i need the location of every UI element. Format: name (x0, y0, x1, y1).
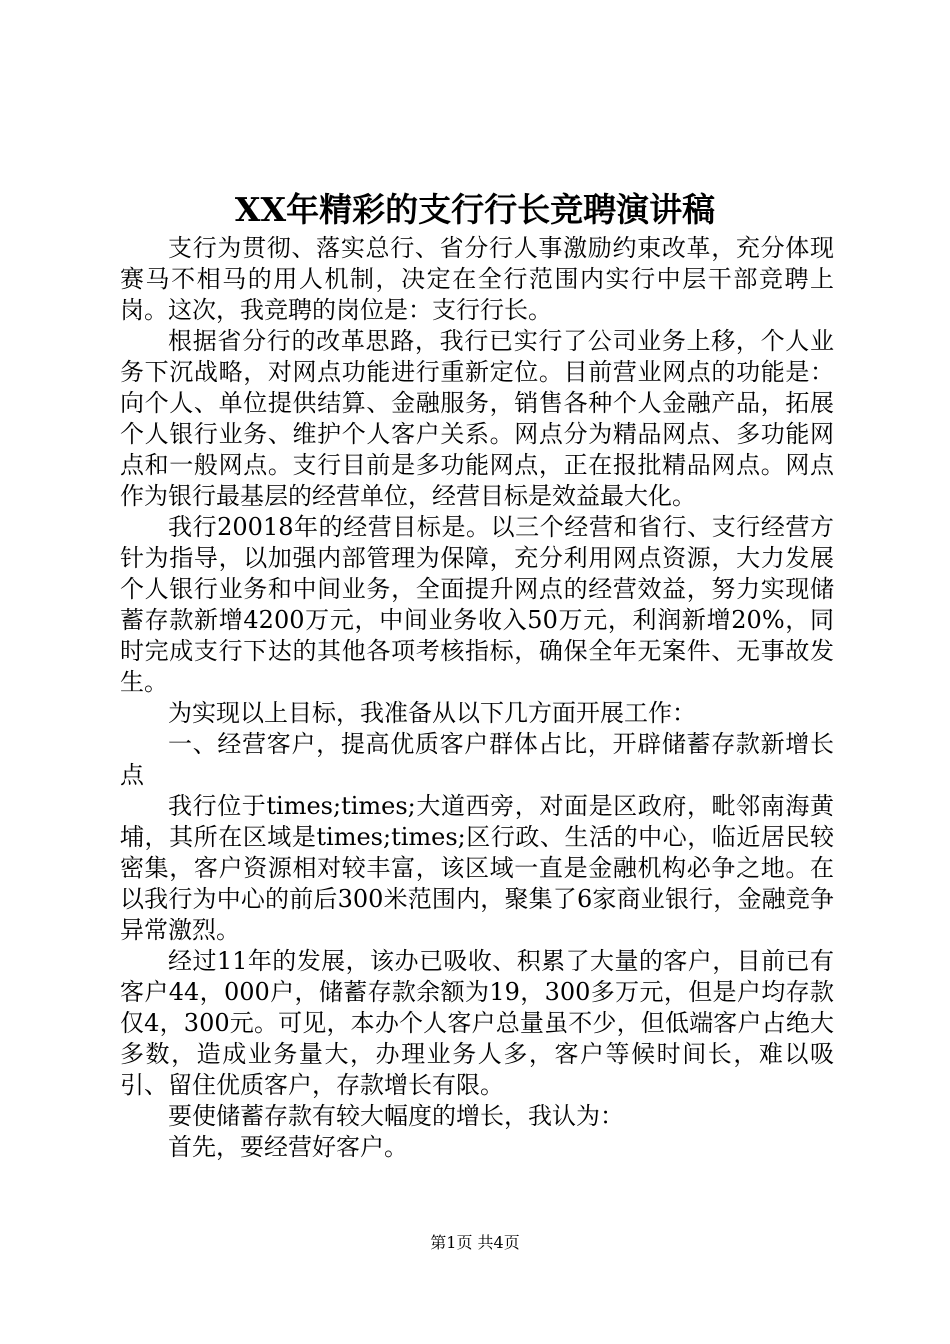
document-title: XX年精彩的支行行长竞聘演讲稿 (234, 190, 716, 229)
page-footer: 第1页 共4页 (430, 1233, 520, 1252)
paragraph: 我行位于times;times;大道西旁，对面是区政府，毗邻南海黄埔，其所在区域是times;times;区行政、生活的中心，临近居民较密集，客户资源相对较丰富，该区域一直是金融机构必争之地。在以我行为中心的前后300米范围内，聚集了6家商业银行，金融竞争异常激烈。 (120, 792, 834, 944)
paragraph: 经过11年的发展，该办已吸收、积累了大量的客户，目前已有客户44，000户，储蓄存款余额为19，300多万元，但是户均存款仅4，300元。可见，本办个人客户总量虽不少，但低端客户占绝大多数，造成业务量大，办理业务人多，客户等候时间长，难以吸引、留住优质客户，存款增长有限。 (120, 947, 834, 1099)
paragraph: 要使储蓄存款有较大幅度的增长，我认为： (168, 1102, 624, 1130)
paragraph: 为实现以上目标，我准备从以下几方面开展工作： (168, 699, 696, 727)
paragraph: 我行20018年的经营目标是。以三个经营和省行、支行经营方针为指导，以加强内部管理为保障，充分利用网点资源，大力发展个人银行业务和中间业务，全面提升网点的经营效益，努力实现储蓄存款新增4200万元，中间业务收入50万元，利润新增20%，同时完成支行下达的其他各项考核指标，确保全年无案件、无事故发生。 (120, 513, 834, 696)
paragraph: 首先，要经营好客户。 (168, 1133, 408, 1161)
document-body (120, 233, 834, 1163)
paragraph: 支行为贯彻、落实总行、省分行人事激励约束改革，充分体现赛马不相马的用人机制，决定在全行范围内实行中层干部竞聘上岗。这次，我竞聘的岗位是：支行行长。 (120, 234, 834, 324)
paragraph: 根据省分行的改革思路，我行已实行了公司业务上移，个人业务下沉战略，对网点功能进行重新定位。目前营业网点的功能是：向个人、单位提供结算、金融服务，销售各种个人金融产品，拓展个人银行业务、维护个人客户关系。网点分为精品网点、多功能网点和一般网点。支行目前是多功能网点，正在报批精品网点。网点作为银行最基层的经营单位，经营目标是效益最大化。 (120, 327, 834, 510)
section-heading: 一、经营客户，提高优质客户群体占比，开辟储蓄存款新增长点 (120, 730, 834, 789)
